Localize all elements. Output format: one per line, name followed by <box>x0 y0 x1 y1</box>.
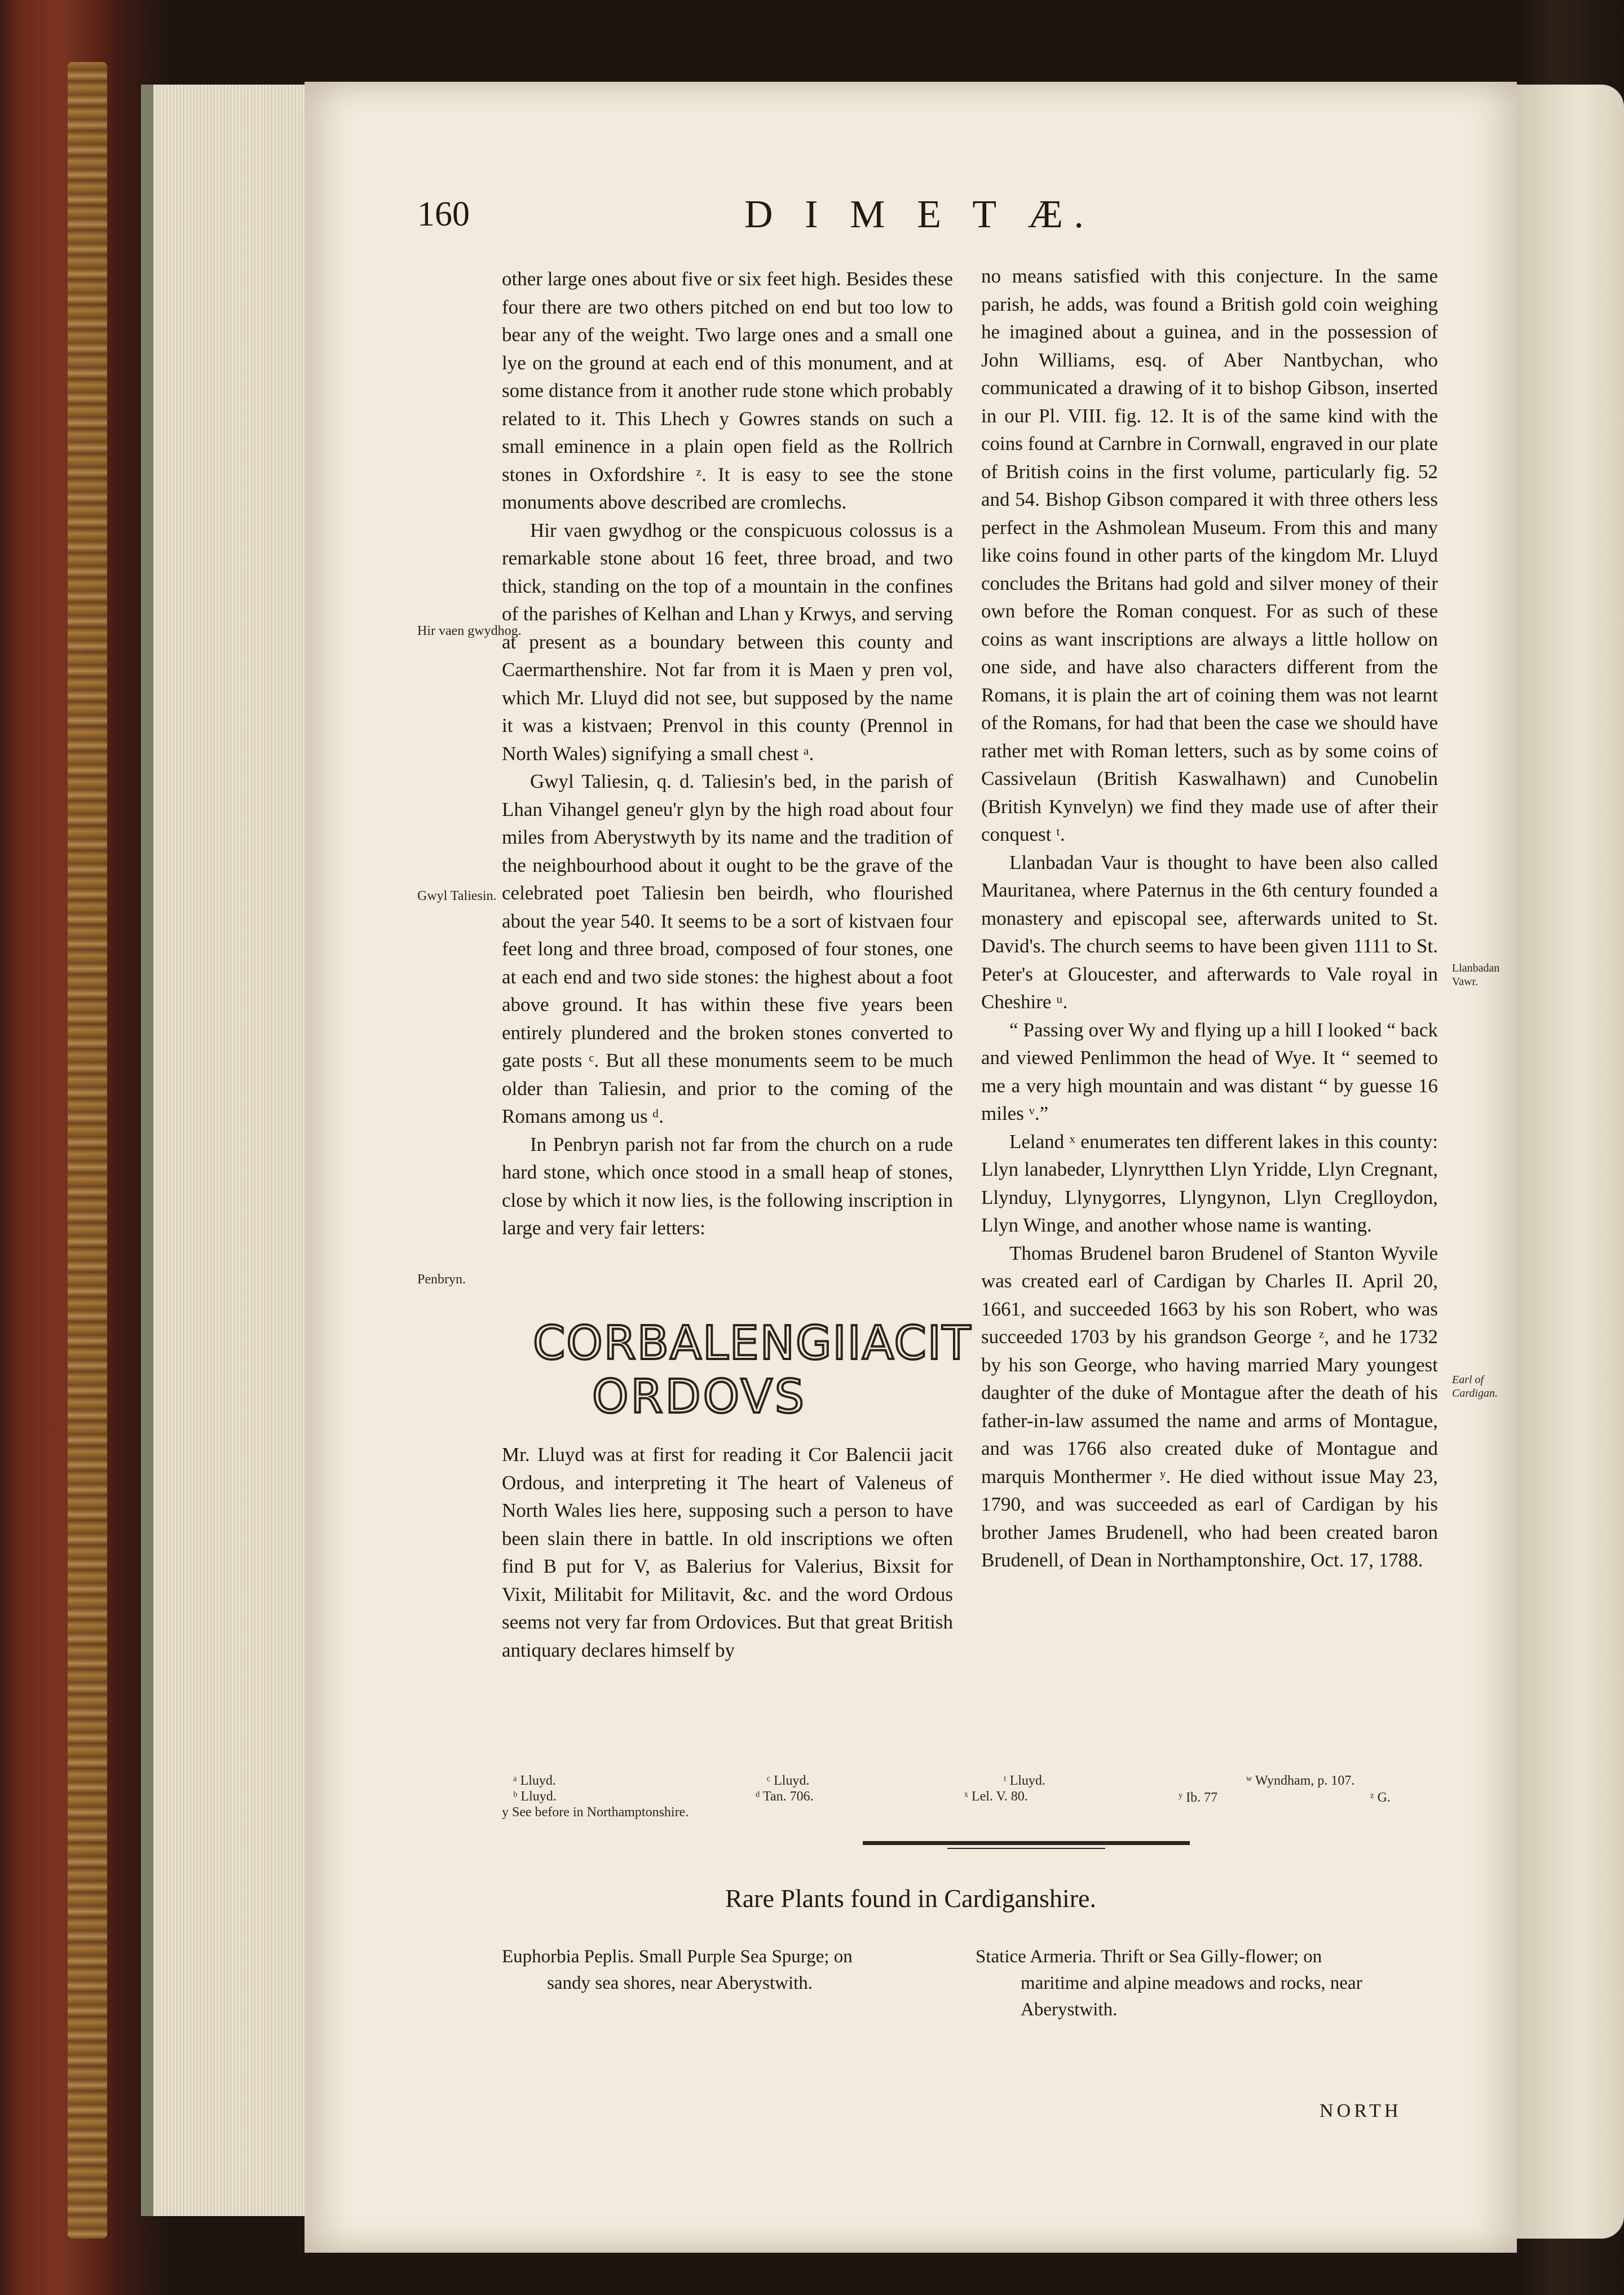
page-edges <box>141 85 323 2216</box>
footnote: ᵇ Lluyd. <box>513 1789 557 1804</box>
footnote: ᶜ Lluyd. <box>767 1773 810 1788</box>
section-title: Rare Plants found in Cardiganshire. <box>725 1884 1096 1913</box>
margin-note-penbryn: Penbryn. <box>417 1272 466 1287</box>
margin-note-gwyl-taliesin: Gwyl Taliesin. <box>417 889 497 903</box>
footnote: ᶻ G. <box>1370 1790 1391 1805</box>
margin-note-earl-cardigan: Earl of Cardigan. <box>1452 1374 1498 1400</box>
plant-entry-line: Statice Armeria. Thrift or Sea Gilly-flower; on <box>976 1947 1322 1967</box>
section-divider <box>863 1841 1190 1845</box>
paragraph: “ Passing over Wy and flying up a hill I looked “ back and viewed Penlimmon the head of Wye. It “ seemed to me a very high mountain and was distant “ by guesse 16 miles ᵛ.” <box>981 1018 1438 1124</box>
paragraph: other large ones about five or six feet high. Besides these four there are two others pitched on end but too low to bear any of the weight. Two large ones and a small one lye on the ground at each end of this monument, and at some distance from it another rude stone which probably related to it. This Lhech y Gowres stands on such a small eminence in a plain open field as the Rollrich stones in Oxfordshire ᶻ. It is easy to see the stone monuments above described are cromlechs. <box>502 268 953 513</box>
footnote: ᵗ Lluyd. <box>1004 1773 1045 1788</box>
facing-page-edge <box>1511 85 1624 2239</box>
right-text-column <box>981 262 1438 1574</box>
catchword: NORTH <box>1320 2100 1402 2121</box>
paragraph: no means satisfied with this conjecture. In the same parish, he adds, was found a British gold coin weighing he imagined about a guinea, and in the possession of John Williams, esq. of Aber Nantbychan, who communicated a drawing of it to bishop Gibson, inserted in our Pl. VIII. fig. 12. It is of the same kind with the coins found at Carnbre in Cornwall, engraved in our plate of British coins in the first volume, particularly fig. 52 and 54. Bishop Gibson compared it with three others less perfect in the Ashmolean Museum. From this and many like coins found in other parts of the kingdom Mr. Lluyd concludes the Britans had gold and silver money of their own before the Roman conquest. For as such of these coins as want inscriptions are always a little hollow on one side, and have also characters different from the Romans, it is plain the art of coining them was not learnt of the Romans, for had that been the case we should have rather met with Roman letters, such as by some coins of Cassivelaun (British Kaswalhawn) and Cunobelin (British Kynvelyn) we find they made use of after their conquest ᵗ. <box>981 265 1438 845</box>
paragraph: Leland ˣ enumerates ten different lakes in this county: Llyn lanabeder, Llynrytthen Llyn Yridde, Llyn Cregnant, Llynduy, Llynygorres, Llyngynon, Llyn Creglloydon, Llyn Winge, and another whose name is wanting. <box>981 1130 1438 1236</box>
paragraph: Mr. Lluyd was at first for reading it Cor Balencii jacit Ordous, and interpreting it The heart of Valeneus of North Wales lies here, supposing such a person to have been slain there in battle. In old inscriptions we often find B put for V, as Balerius for Valerius, Bixsit for Vixit, Militabit for Militavit, &c. and the word Ordous seems not very far from Ordovices. But that great British antiquary declares himself by <box>502 1444 953 1661</box>
margin-note-llanbadan: Llanbadan Vawr. <box>1452 962 1500 988</box>
paragraph: Hir vaen gwydhog or the conspicuous colossus is a remarkable stone about 16 feet, three broad, and two thick, standing on the top of a mountain in the confines of the parishes of Kelhan and Lhan y Krwys, and serving at present as a boundary between this county and Caermarthenshire. Not far from it is Maen y pren vol, which Mr. Lluyd did not see, but supposed by the name it was a kistvaen; Prenvol in this county (Prennol in North Wales) signifying a small chest ᵃ. <box>502 519 953 765</box>
plant-entry <box>502 1944 947 1997</box>
inscription-line-2: ORDOVS <box>592 1370 806 1424</box>
plant-entry-line: maritime and alpine meadows and rocks, near Aberystwith. <box>1021 1973 1362 2020</box>
margin-note-hir-vaen: Hir vaen gwydhog. <box>417 624 522 638</box>
plant-entry-line: sandy sea shores, near Aberystwith. <box>547 1973 813 1993</box>
footnote: ˣ Lel. V. 80. <box>964 1789 1028 1804</box>
stone-inscription <box>527 1311 972 1424</box>
footnote: ᵃ Lluyd. <box>513 1773 556 1788</box>
plant-entry-line: Euphorbia Peplis. Small Purple Sea Spurge; on <box>502 1947 853 1967</box>
inscription-line-1: CORBALENGIIACIT <box>533 1317 972 1370</box>
left-text-column-continued <box>502 1441 953 1664</box>
footnote: ʸ Ib. 77 <box>1179 1790 1218 1805</box>
left-text-column <box>502 265 953 1242</box>
paragraph: Llanbadan Vaur is thought to have been also called Mauritanea, where Paternus in the 6th century founded a monastery and episcopal see, afterwards united to St. David's. The church seems to have been given 1111 to St. Peter's at Gloucester, and afterwards to Vale royal in Cheshire ᵘ. <box>981 851 1438 1013</box>
paragraph: Thomas Brudenel baron Brudenel of Stanton Wyvile was created earl of Cardigan by Charles II. April 20, 1661, and succeeded 1663 by his son Robert, who was succeeded 1703 by his grandson George ᶻ, and he 1732 by his son George, who having married Mary youngest daughter of the duke of Montague after the death of his father-in-law assumed the name and arms of Montague, and was 1766 also created duke of Montague and marquis Monthermer ʸ. He died without issue May 23, 1790, and was succeeded as earl of Cardigan by his brother James Brudenell, who had been created baron Brudenell, of Dean in Northamptonshire, Oct. 17, 1788. <box>981 1242 1438 1571</box>
footnote: ᵈ Tan. 706. <box>756 1789 814 1804</box>
paragraph: In Penbryn parish not far from the church on a rude hard stone, which once stood in a small heap of stones, close by which it now lies, is the following inscription in large and very fair letters: <box>502 1133 953 1239</box>
plant-entry <box>976 1944 1444 2023</box>
book-page <box>304 82 1517 2253</box>
running-title: D I M E T Æ. <box>744 193 1095 236</box>
footnote: ʷ Wyndham, p. 107. <box>1246 1773 1355 1788</box>
gilt-border-decoration <box>68 62 107 2239</box>
footnote: y See before in Northamptonshire. <box>502 1805 689 1820</box>
page-number: 160 <box>417 195 470 233</box>
paragraph: Gwyl Taliesin, q. d. Taliesin's bed, in the parish of Lhan Vihangel geneu'r glyn by the high road about four miles from Aberystwyth by its name and the tradition of the neighbourhood about it ought to be the grave of the celebrated poet Taliesin ben beirdh, who flourished about the year 540. It seems to be a sort of kistvaen four feet long and three broad, composed of four stones, one at each end and two side stones: the highest about a foot above ground. It has within these five years been entirely plundered and the broken stones converted to gate posts ᶜ. But all these monuments seem to be much older than Taliesin, and prior to the coming of the Romans among us ᵈ. <box>502 770 953 1127</box>
